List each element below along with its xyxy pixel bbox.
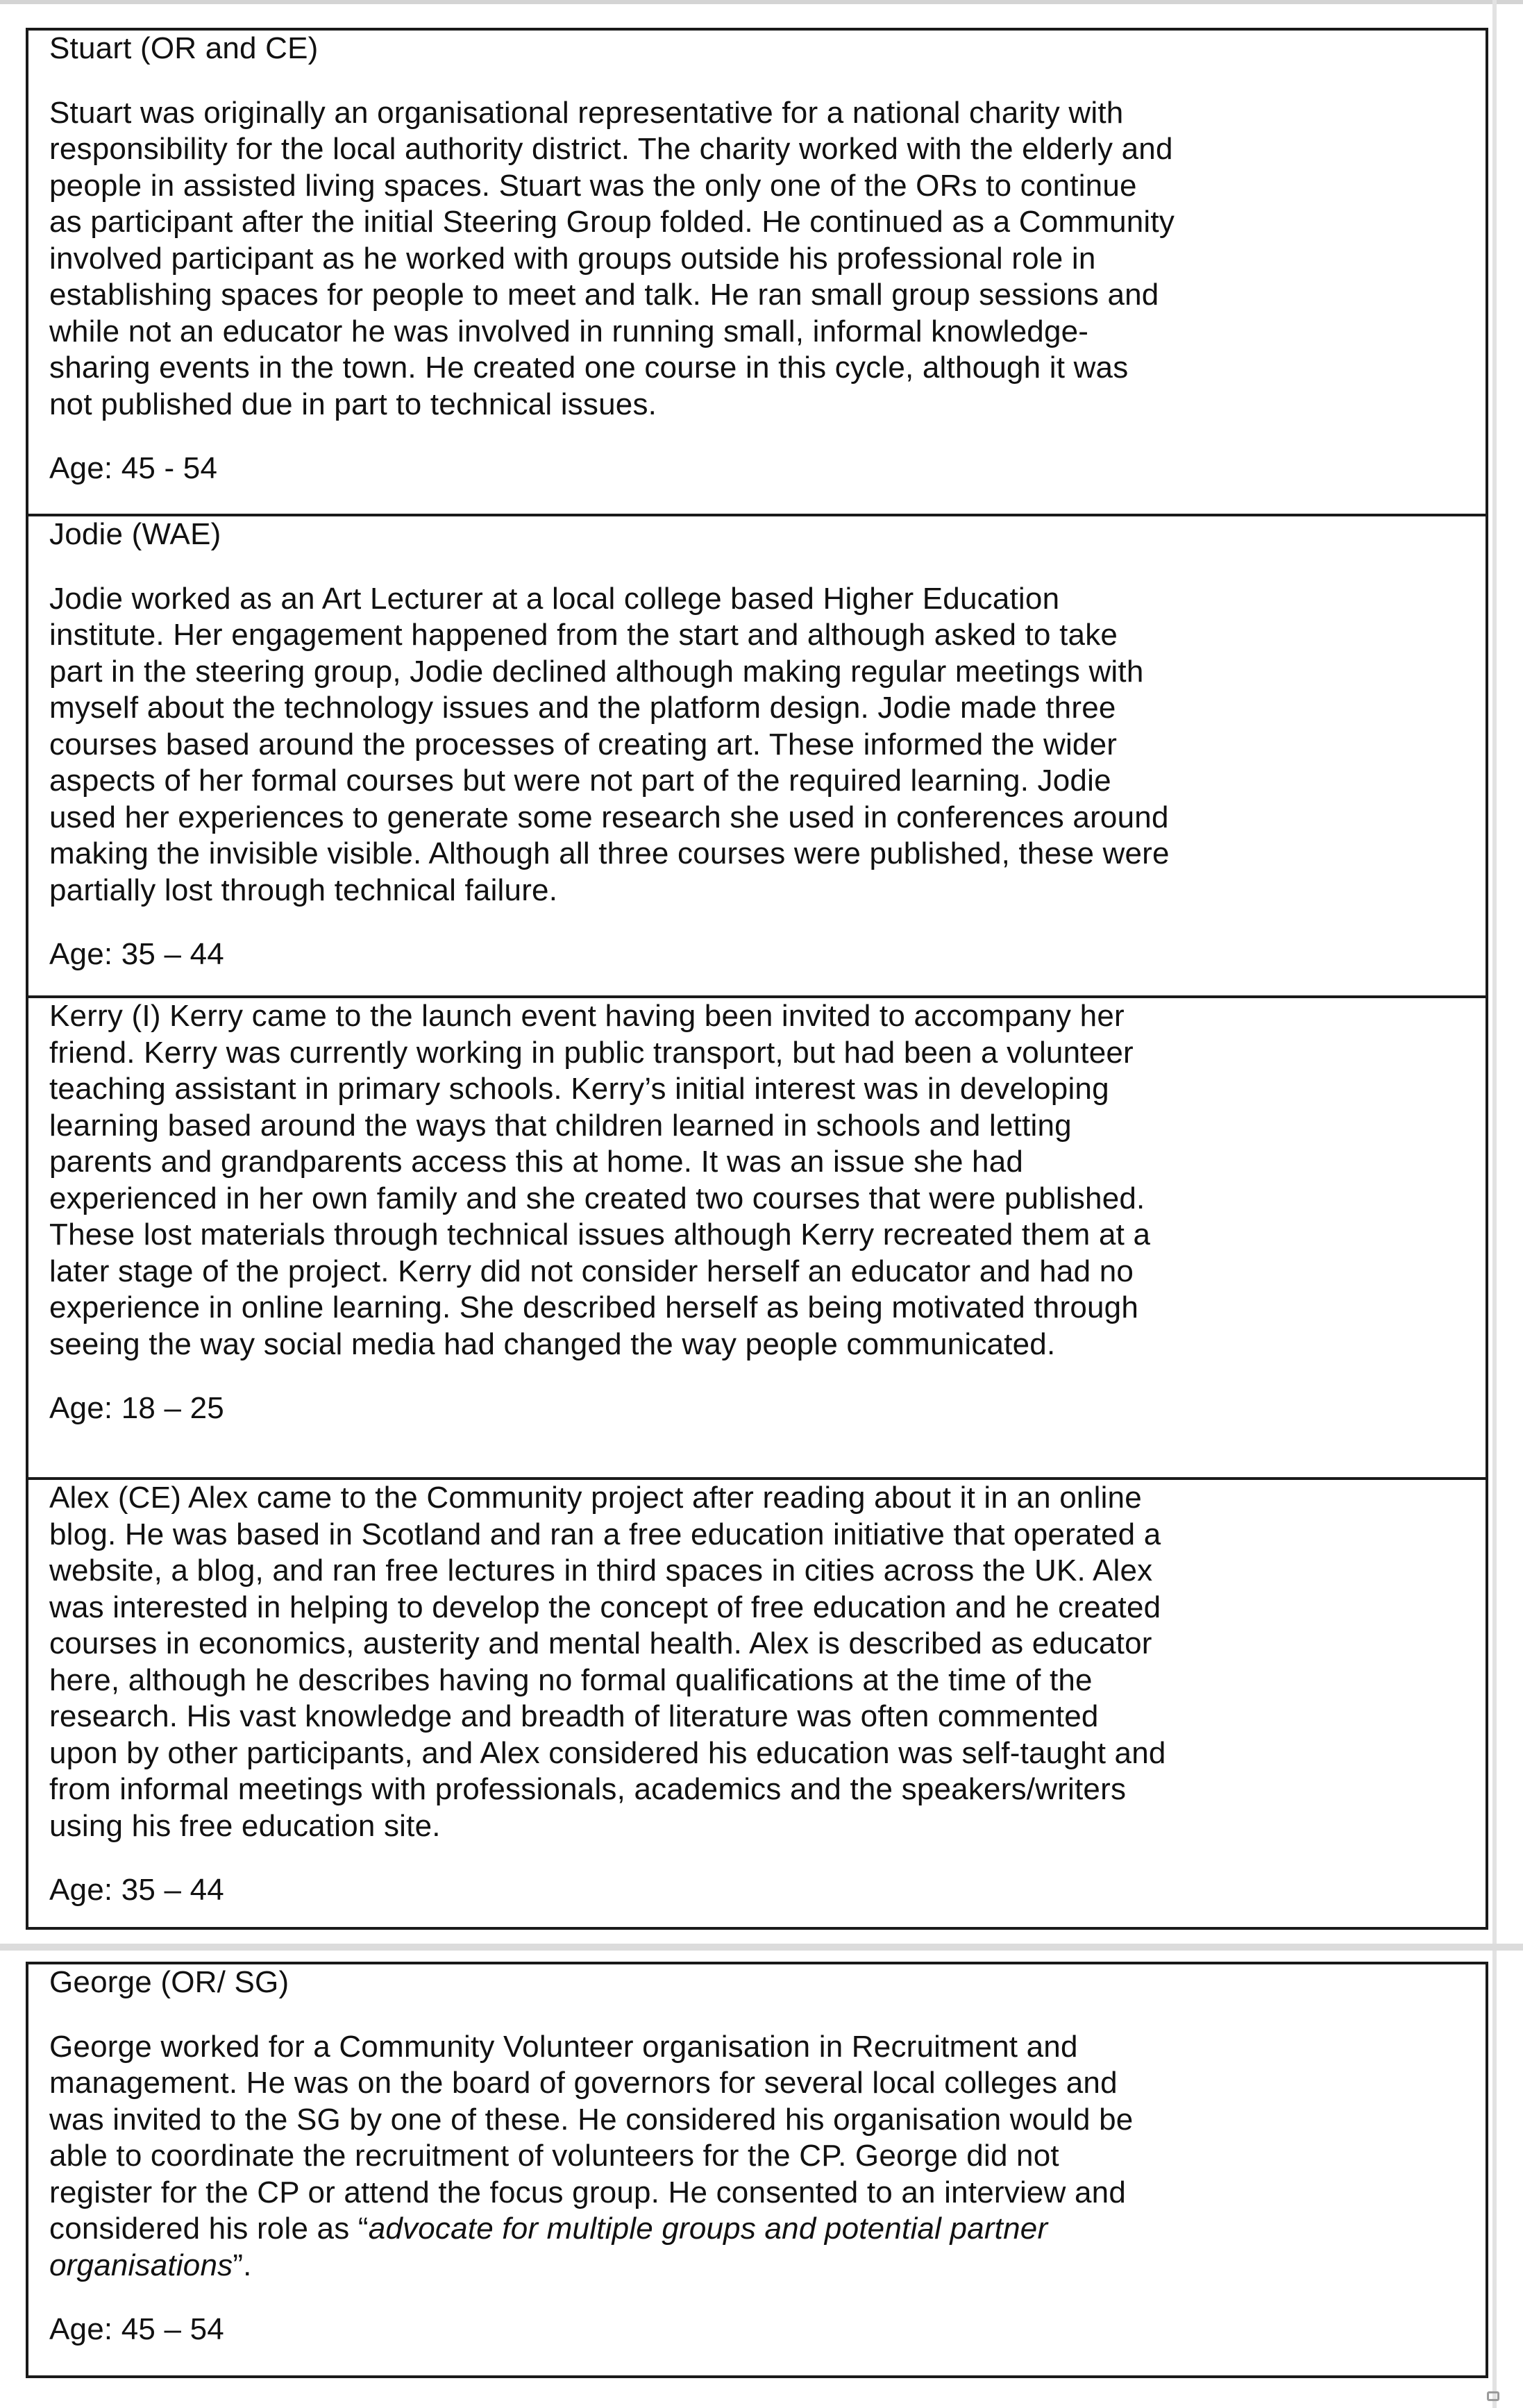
description-line: register for the CP or attend the focus group. He consented to an interview and bbox=[49, 2175, 1127, 2209]
description-line: seeing the way social media had changed the way people communicated. bbox=[49, 1327, 1056, 1361]
description-line: courses in economics, austerity and mental health. Alex is described as educator bbox=[49, 1626, 1152, 1660]
description-line: as participant after the initial Steering Group folded. He continued as a Community bbox=[49, 205, 1175, 239]
participant-age: Age: 35 – 44 bbox=[49, 937, 224, 971]
description-line: not published due in part to technical issues. bbox=[49, 387, 657, 421]
participant-age: Age: 18 – 25 bbox=[49, 1391, 224, 1425]
description-line: Stuart was originally an organisational representative for a national charity with bbox=[49, 95, 1124, 130]
quote-text: advocate for multiple groups and potential partner bbox=[368, 2212, 1048, 2246]
table-resize-handle-icon bbox=[1487, 2391, 1499, 2401]
description-line: These lost materials through technical issues although Kerry recreated them at a bbox=[49, 1218, 1151, 1252]
description-line: institute. Her engagement happened from the start and although asked to take bbox=[49, 618, 1118, 652]
participant-name: George (OR/ SG) bbox=[49, 1965, 289, 1999]
description-line: part in the steering group, Jodie declined although making regular meetings with bbox=[49, 654, 1144, 689]
participant-description bbox=[49, 581, 1465, 909]
participant-cell-kerry bbox=[28, 998, 1486, 1480]
description-line: while not an educator he was involved in running small, informal knowledge- bbox=[49, 314, 1089, 348]
description-line: able to coordinate the recruitment of volunteers for the CP. George did not bbox=[49, 2139, 1059, 2173]
description-line: upon by other participants, and Alex considered his education was self-taught and bbox=[49, 1735, 1166, 1770]
participant-description bbox=[49, 95, 1465, 423]
description-line: experience in online learning. She described herself as being motivated through bbox=[49, 1290, 1139, 1324]
description-line: teaching assistant in primary schools. Kerry’s initial interest was in developing bbox=[49, 1072, 1109, 1106]
description-line: Kerry (I) Kerry came to the launch event having been invited to accompany her bbox=[49, 999, 1125, 1033]
description-line: George worked for a Community Volunteer organisation in Recruitment and bbox=[49, 2029, 1078, 2064]
participant-age: Age: 45 – 54 bbox=[49, 2312, 224, 2346]
description-line: establishing spaces for people to meet and talk. He ran small group sessions and bbox=[49, 278, 1159, 312]
description-line: parents and grandparents access this at home. It was an issue she had bbox=[49, 1145, 1024, 1179]
quote-text: organisations bbox=[49, 2248, 233, 2282]
description-line: making the invisible visible. Although all three courses were published, these were bbox=[49, 836, 1170, 870]
description-line: sharing events in the town. He created one course in this cycle, although it was bbox=[49, 351, 1129, 385]
description-line: Jodie worked as an Art Lecturer at a local college based Higher Education bbox=[49, 581, 1060, 616]
description-line: was invited to the SG by one of these. He considered his organisation would be bbox=[49, 2102, 1134, 2137]
participant-name: Jodie (WAE) bbox=[49, 517, 221, 551]
description-line: was interested in helping to develop the concept of free education and he created bbox=[49, 1590, 1161, 1624]
description-line: from informal meetings with professionals, academics and the speakers/writers bbox=[49, 1772, 1127, 1806]
description-line: using his free education site. bbox=[49, 1808, 441, 1843]
description-line: involved participant as he worked with groups outside his professional role in bbox=[49, 241, 1096, 276]
description-line: management. He was on the board of governors for several local colleges and bbox=[49, 2066, 1118, 2100]
description-line: partially lost through technical failure. bbox=[49, 873, 558, 907]
description-line: later stage of the project. Kerry did not consider herself an educator and had no bbox=[49, 1254, 1134, 1288]
description-line: website, a blog, and ran free lectures in third spaces in cities across the UK. Alex bbox=[49, 1554, 1153, 1588]
participant-name: Stuart (OR and CE) bbox=[49, 31, 319, 65]
page-right-edge bbox=[1492, 0, 1497, 2408]
participant-description bbox=[49, 1480, 1465, 1844]
participant-description bbox=[49, 2029, 1465, 2284]
participant-age: Age: 35 – 44 bbox=[49, 1873, 224, 1907]
description-line: learning based around the ways that children learned in schools and letting bbox=[49, 1108, 1072, 1143]
description-line: courses based around the processes of creating art. These informed the wider bbox=[49, 727, 1118, 761]
description-line: research. His vast knowledge and breadth of literature was often commented bbox=[49, 1699, 1099, 1733]
participant-age: Age: 45 - 54 bbox=[49, 451, 218, 485]
description-line: aspects of her formal courses but were not part of the required learning. Jodie bbox=[49, 764, 1111, 798]
description-line: used her experiences to generate some research she used in conferences around bbox=[49, 800, 1169, 834]
page-top-edge bbox=[0, 0, 1523, 4]
participant-cell-stuart bbox=[28, 31, 1486, 516]
description-line: people in assisted living spaces. Stuart was the only one of the ORs to continue bbox=[49, 168, 1137, 203]
participant-cell-jodie bbox=[28, 516, 1486, 998]
participant-table-page-2 bbox=[26, 1962, 1488, 2378]
description-line-quote bbox=[49, 2211, 1465, 2248]
participant-cell-george bbox=[28, 1964, 1486, 2375]
description-line: Alex (CE) Alex came to the Community project after reading about it in an online bbox=[49, 1481, 1142, 1515]
page-break-divider bbox=[0, 1944, 1523, 1951]
description-line: blog. He was based in Scotland and ran a free education initiative that operated a bbox=[49, 1517, 1161, 1551]
participant-cell-alex bbox=[28, 1480, 1486, 1927]
description-line-quote-end bbox=[49, 2248, 1465, 2284]
participant-description bbox=[49, 998, 1465, 1363]
description-line: experienced in her own family and she created two courses that were published. bbox=[49, 1181, 1145, 1215]
description-line: friend. Kerry was currently working in public transport, but had been a volunteer bbox=[49, 1035, 1134, 1070]
description-line: responsibility for the local authority district. The charity worked with the elderly and bbox=[49, 132, 1173, 166]
description-line: myself about the technology issues and the platform design. Jodie made three bbox=[49, 691, 1116, 725]
quote-lead: considered his role as “ bbox=[49, 2212, 369, 2246]
description-line: here, although he describes having no formal qualifications at the time of the bbox=[49, 1662, 1093, 1697]
participant-table-page-1 bbox=[26, 28, 1488, 1930]
quote-tail: ”. bbox=[233, 2248, 252, 2282]
